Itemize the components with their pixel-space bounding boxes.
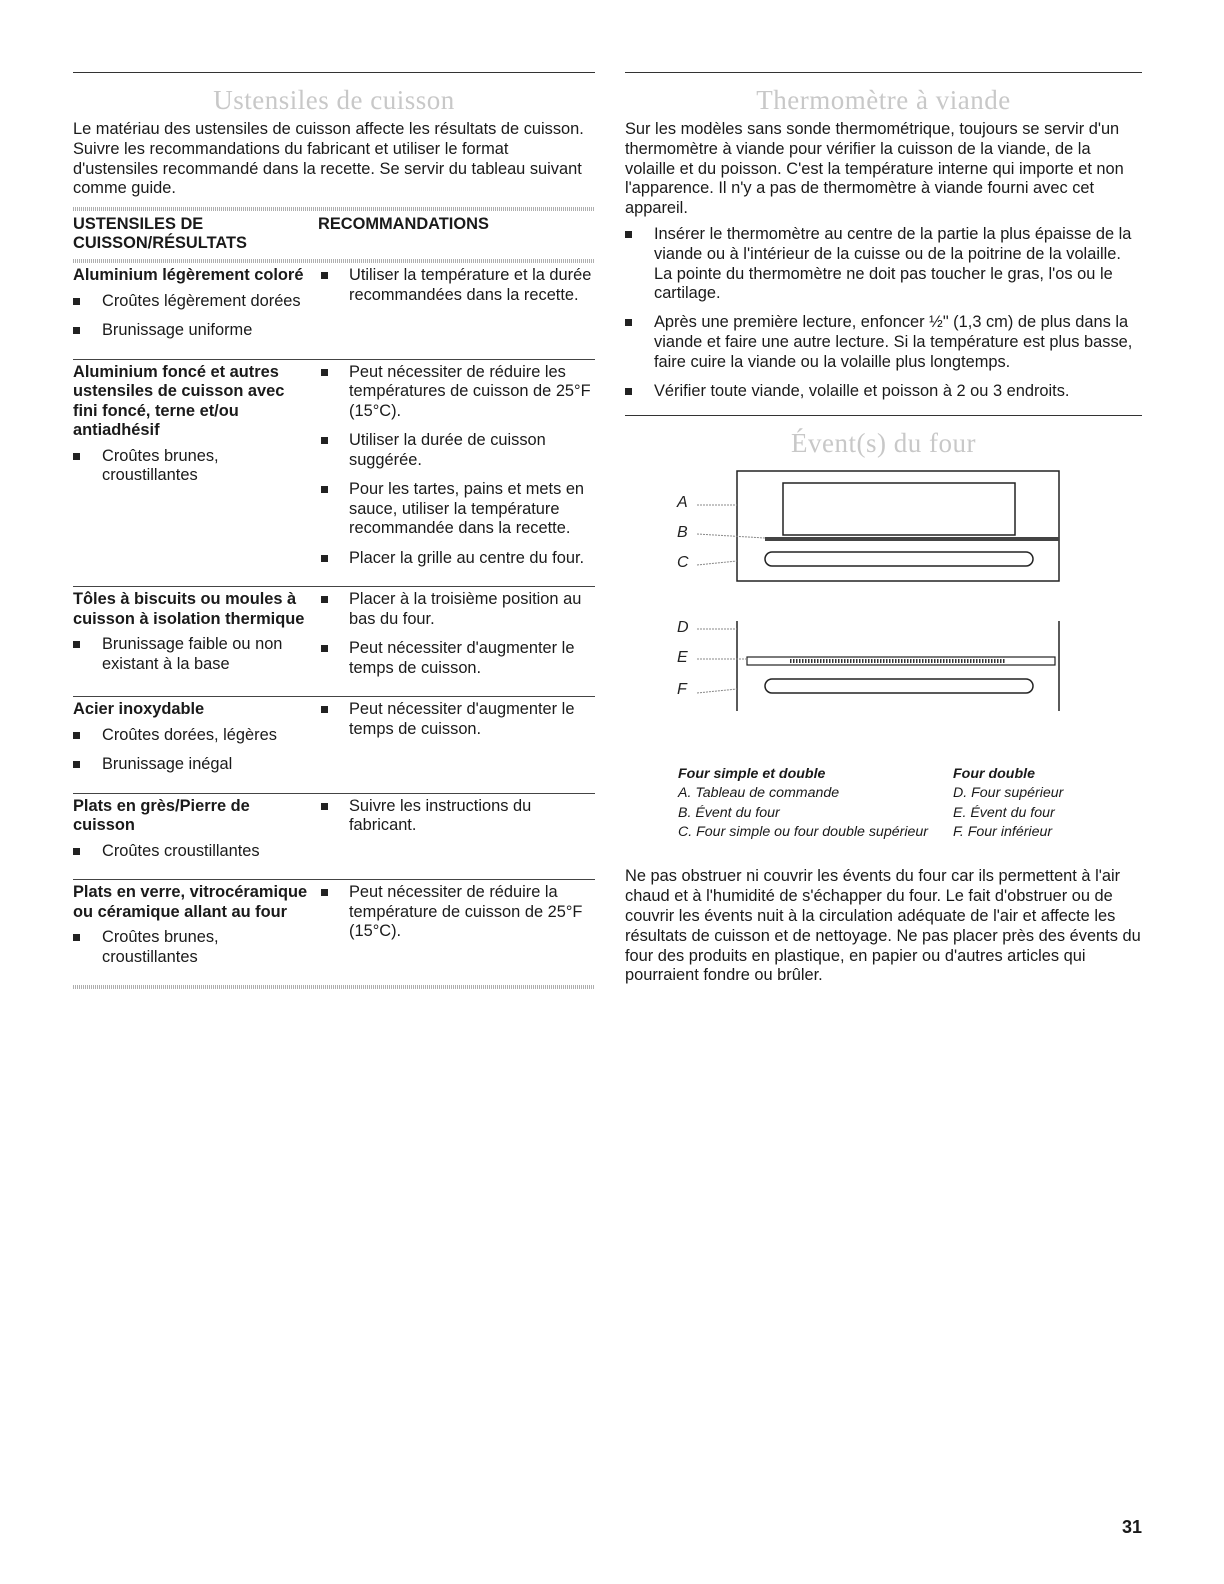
recommendation-item: Pour les tartes, pains et mets en sauce, utiliser la température recommandée dans la recette. (318, 480, 595, 539)
bullet-icon (321, 555, 328, 562)
upper-vent-shape (765, 537, 1059, 541)
table-top-rule (73, 207, 595, 211)
result-item: Croûtes légèrement dorées (73, 292, 318, 312)
recommendations-list (318, 797, 595, 836)
recommendation-item: Peut nécessiter de réduire la température de cuisson de 25°F (15°C). (318, 883, 595, 942)
recommendation-cell (318, 363, 595, 579)
table-bottom-rule (73, 985, 595, 989)
recommendation-cell (318, 266, 595, 351)
bullet-icon (321, 889, 328, 896)
legend-item: F. Four inférieur (953, 824, 1053, 841)
label-d: D (677, 619, 689, 637)
thermometer-title: Thermomètre à viande (756, 85, 1011, 115)
cookware-cell (73, 797, 318, 872)
bullet-icon (321, 596, 328, 603)
recommendation-item: Utiliser la température et la durée recommandées dans la recette. (318, 266, 595, 305)
bullet-icon (73, 298, 80, 305)
legend-heading-1: Four simple et double (678, 766, 826, 783)
bullet-icon (321, 803, 328, 810)
table-header-rule (73, 259, 595, 263)
label-a: A (677, 494, 688, 512)
recommendations-list (318, 883, 595, 942)
recommendation-item: Peut nécessiter de réduire les températures de cuisson de 25°F (15°C). (318, 363, 595, 422)
cookware-category: Acier inoxydable (73, 700, 205, 719)
bullet-icon (73, 732, 80, 739)
legend-item: B. Évent du four (678, 804, 780, 821)
results-list (73, 292, 318, 341)
recommendations-list (318, 266, 595, 305)
thermometer-intro: Sur les modèles sans sonde thermométrique, toujours se servir d'un thermomètre à viande pour vérifier la cuisson de la viande, de la volaille et du poisson. C'est la température interne qui importe et non l'apparence. Il n'y a pas de thermomètre à viande fourni avec cet appareil. (625, 120, 1124, 218)
diagram-legend (678, 765, 1138, 843)
bullet-icon (625, 388, 632, 395)
result-item: Croûtes croustillantes (73, 842, 318, 862)
results-list (73, 928, 318, 967)
leader-c (697, 561, 737, 565)
results-list (73, 447, 318, 486)
bullet-icon (625, 319, 632, 326)
cookware-cell (73, 363, 318, 579)
list-item: Vérifier toute viande, volaille et poisson à 2 ou 3 endroits. (625, 382, 1142, 402)
cookware-cell (73, 883, 318, 977)
vents-paragraph: Ne pas obstruer ni couvrir les évents du four car ils permettent à l'air chaud et à l'humidité de s'échapper du four. Le fait d'obstruer ou de couvrir les évents nuit à la circulation adéquate de l'air et affecte les résultats de cuisson et de nettoyage. Ne pas placer près des évents du four des produits en plastique, en papier ou d'autres articles qui pourraient fondre ou brûler. (625, 867, 1141, 985)
cookware-category: Aluminium légèrement coloré (73, 266, 304, 285)
recommendation-item: Peut nécessiter d'augmenter le temps de cuisson. (318, 700, 595, 739)
leader-f (697, 689, 737, 693)
right-column (625, 72, 1142, 985)
label-c: C (677, 554, 689, 572)
results-list (73, 635, 318, 674)
legend-column-2 (953, 765, 1063, 843)
bullet-icon (73, 641, 80, 648)
recommendation-cell (318, 590, 595, 688)
bullet-icon (73, 453, 80, 460)
bullet-icon (73, 327, 80, 334)
label-f: F (677, 681, 687, 699)
cookware-category: Tôles à biscuits ou moules à cuisson à isolation thermique (73, 590, 305, 628)
legend-column-1 (678, 765, 953, 843)
vents-title: Évent(s) du four (791, 428, 976, 459)
section-divider (625, 415, 1142, 416)
recommendation-cell (318, 797, 595, 872)
results-list (73, 726, 318, 775)
thermometer-bullets (625, 225, 1142, 401)
cookware-cell (73, 700, 318, 785)
table-row (73, 696, 595, 793)
header-cookware: USTENSILES DE CUISSON/RÉSULTATS (73, 215, 247, 253)
legend-item: A. Tableau de commande (678, 785, 840, 802)
recommendations-list (318, 700, 595, 739)
oven-vents-diagram (625, 469, 1142, 985)
result-item: Croûtes brunes, croustillantes (73, 447, 318, 486)
top-rule (625, 72, 1142, 73)
oven-diagram-drawing (625, 469, 1142, 759)
recommendation-item: Peut nécessiter d'augmenter le temps de cuisson. (318, 639, 595, 678)
top-rule (73, 72, 595, 73)
cookware-category: Aluminium foncé et autres ustensiles de cuisson avec fini foncé, terne et/ou antiadhésif (73, 362, 285, 440)
result-item: Croûtes dorées, légères (73, 726, 318, 746)
header-recommendations: RECOMMANDATIONS (318, 215, 489, 234)
bullet-icon (321, 486, 328, 493)
leader-b (697, 534, 765, 538)
recommendation-item: Utiliser la durée de cuisson suggérée. (318, 431, 595, 470)
table-body (73, 263, 595, 985)
bullet-icon (321, 645, 328, 652)
recommendation-cell (318, 883, 595, 977)
legend-item: C. Four simple ou four double supérieur (678, 824, 928, 841)
cookware-cell (73, 590, 318, 688)
table-header (73, 211, 595, 259)
cookware-category: Plats en verre, vitrocéramique ou céramique allant au four (73, 883, 308, 921)
list-item: Après une première lecture, enfoncer ½" (1,3 cm) de plus dans la viande et faire une autre lecture. Si la température est plus basse, faire cuire la viande ou la volaille plus longtemps. (625, 313, 1142, 372)
lower-vent-shape (790, 659, 1005, 663)
list-item: Insérer le thermomètre au centre de la partie la plus épaisse de la viande ou à l'intérieur de la cuisse ou de la poitrine de la volaille. La pointe du thermomètre ne doit pas toucher le gras, l'os ou le cartilage. (625, 225, 1142, 304)
recommendation-cell (318, 700, 595, 785)
bullet-icon (625, 231, 632, 238)
table-row (73, 359, 595, 587)
cookware-category: Plats en grès/Pierre de cuisson (73, 796, 250, 835)
upper-oven-outline (737, 471, 1059, 581)
control-panel-shape (783, 483, 1015, 535)
recommendation-item: Suivre les instructions du fabricant. (318, 797, 595, 836)
table-row (73, 263, 595, 359)
table-row (73, 879, 595, 985)
cookware-intro: Le matériau des ustensiles de cuisson affecte les résultats de cuisson. Suivre les recommandations du fabricant et utiliser le format d'ustensiles recommandé dans la recette. Se servir du tableau suivant comme guide. (73, 120, 584, 198)
bullet-icon (321, 706, 328, 713)
bullet-icon (73, 848, 80, 855)
page-number: 31 (1121, 1517, 1142, 1537)
table-row (73, 586, 595, 696)
cookware-cell (73, 266, 318, 351)
bullet-icon (73, 934, 80, 941)
result-item: Brunissage faible ou non existant à la base (73, 635, 318, 674)
recommendations-list (318, 363, 595, 569)
legend-heading-2: Four double (953, 766, 1035, 783)
cookware-section (73, 72, 595, 989)
label-b: B (677, 524, 688, 542)
legend-item: E. Évent du four (953, 804, 1055, 821)
legend-item: D. Four supérieur (953, 785, 1064, 802)
result-item: Brunissage uniforme (73, 321, 318, 341)
label-e: E (677, 649, 688, 667)
table-row (73, 793, 595, 880)
bullet-icon (73, 761, 80, 768)
cookware-title: Ustensiles de cuisson (213, 85, 455, 115)
lower-handle-shape (765, 679, 1033, 693)
recommendations-list (318, 590, 595, 678)
results-list (73, 842, 318, 862)
bullet-icon (321, 369, 328, 376)
result-item: Croûtes brunes, croustillantes (73, 928, 318, 967)
result-item: Brunissage inégal (73, 755, 318, 775)
cookware-table (73, 207, 595, 989)
bullet-icon (321, 437, 328, 444)
recommendation-item: Placer à la troisième position au bas du four. (318, 590, 595, 629)
bullet-icon (321, 272, 328, 279)
upper-handle-shape (765, 552, 1033, 566)
recommendation-item: Placer la grille au centre du four. (318, 549, 595, 569)
